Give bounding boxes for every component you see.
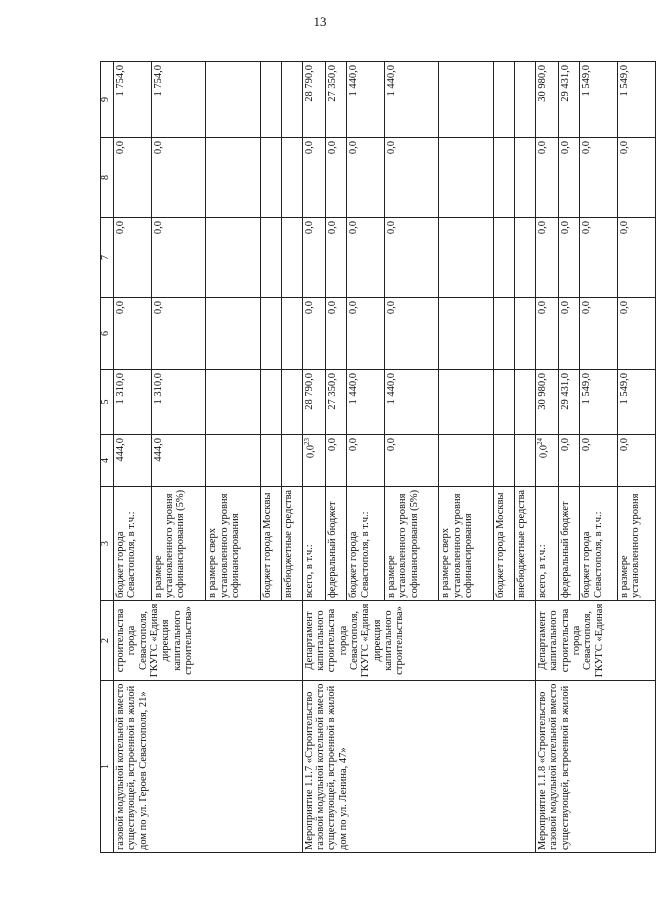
- value-cell: 0,0: [114, 138, 152, 218]
- value-cell: [493, 218, 514, 298]
- value-cell: [514, 62, 535, 138]
- value-cell: 0,0: [559, 298, 580, 370]
- source-label: бюджет города Москвы: [493, 487, 514, 601]
- source-label: бюджет города Севастополя, в т.ч.:: [347, 487, 385, 601]
- value-cell: [439, 138, 493, 218]
- source-label: всего, в т.ч.:: [302, 487, 325, 601]
- value-cell: 0,0: [151, 138, 205, 218]
- value-text: 0,0: [305, 445, 317, 459]
- value-cell: 27 350,0: [326, 370, 347, 435]
- col-header-3: 3: [101, 487, 114, 601]
- funding-table: [100, 61, 656, 853]
- executor-cell: строительства города Севастополя, ГКУГС «Единая дирекция капитального строительства»: [114, 601, 303, 681]
- source-label: внебюджетные средства: [281, 487, 302, 601]
- value-cell: [493, 62, 514, 138]
- value-cell: [302, 435, 325, 487]
- value-cell: [206, 370, 260, 435]
- value-cell: 0,0: [326, 298, 347, 370]
- value-cell: [439, 298, 493, 370]
- value-cell: [206, 138, 260, 218]
- value-cell: [281, 298, 302, 370]
- value-cell: [260, 298, 281, 370]
- value-cell: 0,0: [347, 298, 385, 370]
- executor-cell: Департамент капитального строительства города Севастополя, ГКУГС «Единая дирекция капитального строительства»: [302, 601, 535, 681]
- value-cell: 1 549,0: [580, 370, 618, 435]
- value-cell: [514, 298, 535, 370]
- page-number: 13: [313, 14, 327, 29]
- col-header-6: 6: [101, 298, 114, 370]
- value-cell: 0,0: [326, 218, 347, 298]
- source-label: в размере сверх установленного уровня софинансирования: [439, 487, 493, 601]
- value-cell: [206, 435, 260, 487]
- value-cell: [439, 218, 493, 298]
- source-label: бюджет города Севастополя, в т.ч.:: [114, 487, 152, 601]
- value-cell: [493, 298, 514, 370]
- value-cell: [535, 435, 558, 487]
- source-label: бюджет города Москвы: [260, 487, 281, 601]
- value-cell: 0,0: [559, 435, 580, 487]
- value-cell: [281, 435, 302, 487]
- value-cell: 1 440,0: [384, 62, 438, 138]
- value-cell: 0,0: [302, 298, 325, 370]
- value-cell: 1 440,0: [347, 62, 385, 138]
- event-name-cell: Мероприятие 1.1.8 «Строительство газовой модульной котельной вместо существующей, встроенной в жилой: [535, 681, 655, 853]
- value-cell: 444,0: [151, 435, 205, 487]
- value-cell: 0,0: [114, 218, 152, 298]
- value-cell: 0,0: [326, 138, 347, 218]
- table-row: [302, 62, 325, 853]
- footnote-marker: 24: [535, 438, 544, 445]
- value-cell: 1 754,0: [114, 62, 152, 138]
- value-cell: [260, 370, 281, 435]
- value-cell: 1 440,0: [384, 370, 438, 435]
- col-header-8: 8: [101, 138, 114, 218]
- value-cell: 444,0: [114, 435, 152, 487]
- value-cell: 0,0: [580, 435, 618, 487]
- value-cell: 1 440,0: [347, 370, 385, 435]
- value-cell: [281, 62, 302, 138]
- value-cell: 0,0: [326, 435, 347, 487]
- value-cell: 0,0: [347, 218, 385, 298]
- rotated-table-container: [100, 62, 656, 853]
- source-label: бюджет города Севастополя, в т.ч.:: [580, 487, 618, 601]
- value-cell: 0,0: [559, 138, 580, 218]
- value-cell: 27 350,0: [326, 62, 347, 138]
- value-cell: [439, 435, 493, 487]
- value-cell: 0,0: [302, 138, 325, 218]
- table-row: [114, 62, 152, 853]
- value-cell: 0,0: [580, 218, 618, 298]
- source-label: федеральный бюджет: [326, 487, 347, 601]
- source-label: в размере установленного уровня софинансирования (5%): [384, 487, 438, 601]
- value-cell: [439, 370, 493, 435]
- value-cell: [260, 218, 281, 298]
- value-cell: 0,0: [151, 218, 205, 298]
- value-cell: 0,0: [347, 138, 385, 218]
- value-cell: [281, 218, 302, 298]
- value-cell: 1 549,0: [580, 62, 618, 138]
- value-cell: 0,0: [580, 298, 618, 370]
- col-header-1: 1: [101, 681, 114, 853]
- value-cell: 0,0: [535, 218, 558, 298]
- value-cell: [206, 298, 260, 370]
- value-text: 0,0: [538, 445, 550, 459]
- value-cell: [260, 435, 281, 487]
- value-cell: 0,0: [618, 218, 656, 298]
- value-cell: 28 790,0: [302, 370, 325, 435]
- value-cell: 0,0: [580, 138, 618, 218]
- col-header-4: 4: [101, 435, 114, 487]
- value-cell: 0,0: [347, 435, 385, 487]
- col-header-2: 2: [101, 601, 114, 681]
- value-cell: [281, 138, 302, 218]
- value-cell: 0,0: [618, 298, 656, 370]
- event-name-cell: Мероприятие 1.1.7 «Строительство газовой модульной котельной вместо существующей, встроенной в жилой дом по ул. Ленина, 47»: [302, 681, 535, 853]
- value-cell: [260, 138, 281, 218]
- value-cell: 0,0: [535, 138, 558, 218]
- value-cell: 0,0: [151, 298, 205, 370]
- value-cell: 30 980,0: [535, 62, 558, 138]
- value-cell: [439, 62, 493, 138]
- source-label: федеральный бюджет: [559, 487, 580, 601]
- source-label: в размере сверх установленного уровня софинансирования: [206, 487, 260, 601]
- value-cell: 1 310,0: [151, 370, 205, 435]
- value-cell: 1 549,0: [618, 370, 656, 435]
- value-cell: [206, 62, 260, 138]
- value-cell: 29 431,0: [559, 62, 580, 138]
- value-cell: 0,0: [114, 298, 152, 370]
- value-cell: 0,0: [618, 138, 656, 218]
- source-label: в размере установленного уровня софинансирования (5%): [151, 487, 205, 601]
- value-cell: 0,0: [559, 218, 580, 298]
- event-name-cell: газовой модульной котельной вместо существующей, встроенной в жилой дом по ул. Героев Севастополя, 21»: [114, 681, 303, 853]
- value-cell: [206, 218, 260, 298]
- value-cell: [493, 138, 514, 218]
- source-label: внебюджетные средства: [514, 487, 535, 601]
- value-cell: 0,0: [302, 218, 325, 298]
- value-cell: 1 549,0: [618, 62, 656, 138]
- value-cell: [514, 370, 535, 435]
- col-header-5: 5: [101, 370, 114, 435]
- value-cell: 28 790,0: [302, 62, 325, 138]
- column-number-row: [101, 62, 114, 853]
- value-cell: [514, 218, 535, 298]
- col-header-7: 7: [101, 218, 114, 298]
- value-cell: [493, 370, 514, 435]
- value-cell: 0,0: [384, 298, 438, 370]
- value-cell: 1 310,0: [114, 370, 152, 435]
- col-header-9: 9: [101, 62, 114, 138]
- footnote-marker: 23: [302, 438, 311, 445]
- value-cell: 0,0: [384, 435, 438, 487]
- table-row: [535, 62, 558, 853]
- value-cell: 29 431,0: [559, 370, 580, 435]
- value-cell: 0,0: [384, 138, 438, 218]
- source-label: всего, в т.ч.:: [535, 487, 558, 601]
- value-cell: [514, 138, 535, 218]
- value-cell: 0,0: [384, 218, 438, 298]
- value-cell: 0,0: [618, 435, 656, 487]
- executor-cell: Департамент капитального строительства города Севастополя, ГКУГС «Единая: [535, 601, 655, 681]
- value-cell: 0,0: [535, 298, 558, 370]
- value-cell: [260, 62, 281, 138]
- source-label: в размере установленного уровня: [618, 487, 656, 601]
- value-cell: 1 754,0: [151, 62, 205, 138]
- value-cell: 30 980,0: [535, 370, 558, 435]
- value-cell: [281, 370, 302, 435]
- value-cell: [514, 435, 535, 487]
- value-cell: [493, 435, 514, 487]
